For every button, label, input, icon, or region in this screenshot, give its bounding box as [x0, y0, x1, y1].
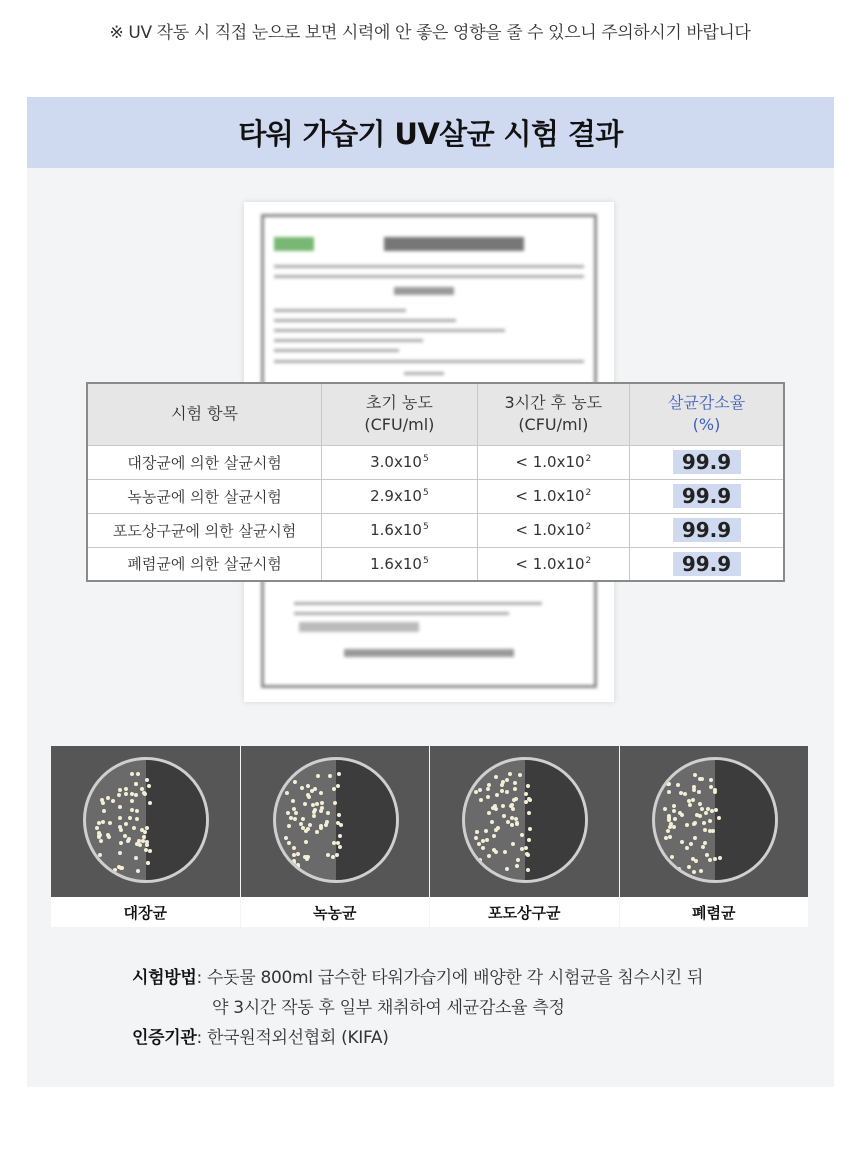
after-value: < $1.0x10^2$	[477, 445, 629, 479]
test-item: 포도상구균에 의한 살균시험	[87, 513, 322, 547]
method-label: 시험방법	[132, 968, 197, 988]
cert-label: 인증기관	[132, 1028, 197, 1048]
initial-value: $1.6x10^5$	[322, 547, 477, 581]
reduction-rate: 99.9	[630, 513, 784, 547]
after-value: < $1.0x10^2$	[477, 513, 629, 547]
petri-photo	[430, 746, 619, 927]
petri-photo	[241, 746, 430, 927]
header-reduction-rate: 살균감소율 (%)	[630, 383, 784, 445]
photo-label: 포도상구균	[430, 897, 619, 927]
method-text-line2: 약 3시간 작동 후 일부 채취하여 세균감소율 측정	[212, 998, 565, 1018]
test-item: 폐렴균에 의한 살균시험	[87, 547, 322, 581]
initial-value: $3.0x10^5$	[322, 445, 477, 479]
reduction-rate: 99.9	[630, 547, 784, 581]
after-value: < $1.0x10^2$	[477, 479, 629, 513]
panel-title: 타워 가습기 UV살균 시험 결과	[27, 97, 834, 168]
header-initial-concentration: 초기 농도 (CFU/ml)	[322, 383, 477, 445]
cert-text: : 한국원적외선협회 (KIFA)	[196, 1028, 389, 1048]
test-method-section	[132, 963, 703, 1053]
reduction-rate: 99.9	[630, 479, 784, 513]
test-item: 대장균에 의한 살균시험	[87, 445, 322, 479]
uv-warning-notice: ※ UV 작동 시 직접 눈으로 보면 시력에 안 좋은 영향을 줄 수 있으니 주의하시기 바랍니다	[109, 23, 751, 43]
sterilization-results-table	[86, 382, 785, 582]
petri-dish-image	[430, 746, 619, 897]
after-value: < $1.0x10^2$	[477, 547, 629, 581]
reduction-rate: 99.9	[630, 445, 784, 479]
petri-photo	[620, 746, 809, 927]
photo-label: 대장균	[51, 897, 240, 927]
initial-value: $1.6x10^5$	[322, 513, 477, 547]
petri-dish-photos	[51, 746, 808, 927]
photo-label: 폐렴균	[620, 897, 809, 927]
method-text: : 수돗물 800ml 급수한 타워가습기에 배양한 각 시험균을 침수시킨 뒤	[196, 968, 704, 988]
table-row	[87, 479, 784, 513]
header-after-3h-concentration: 3시간 후 농도 (CFU/ml)	[477, 383, 629, 445]
test-result-panel	[27, 97, 834, 1087]
table-row	[87, 445, 784, 479]
initial-value: $2.9x10^5$	[322, 479, 477, 513]
photo-label: 녹농균	[241, 897, 430, 927]
petri-dish-image	[620, 746, 809, 897]
petri-dish-image	[241, 746, 430, 897]
petri-photo	[51, 746, 240, 927]
header-test-item: 시험 항목	[87, 383, 322, 445]
table-row	[87, 513, 784, 547]
test-item: 녹농균에 의한 살균시험	[87, 479, 322, 513]
table-row	[87, 547, 784, 581]
petri-dish-image	[51, 746, 240, 897]
